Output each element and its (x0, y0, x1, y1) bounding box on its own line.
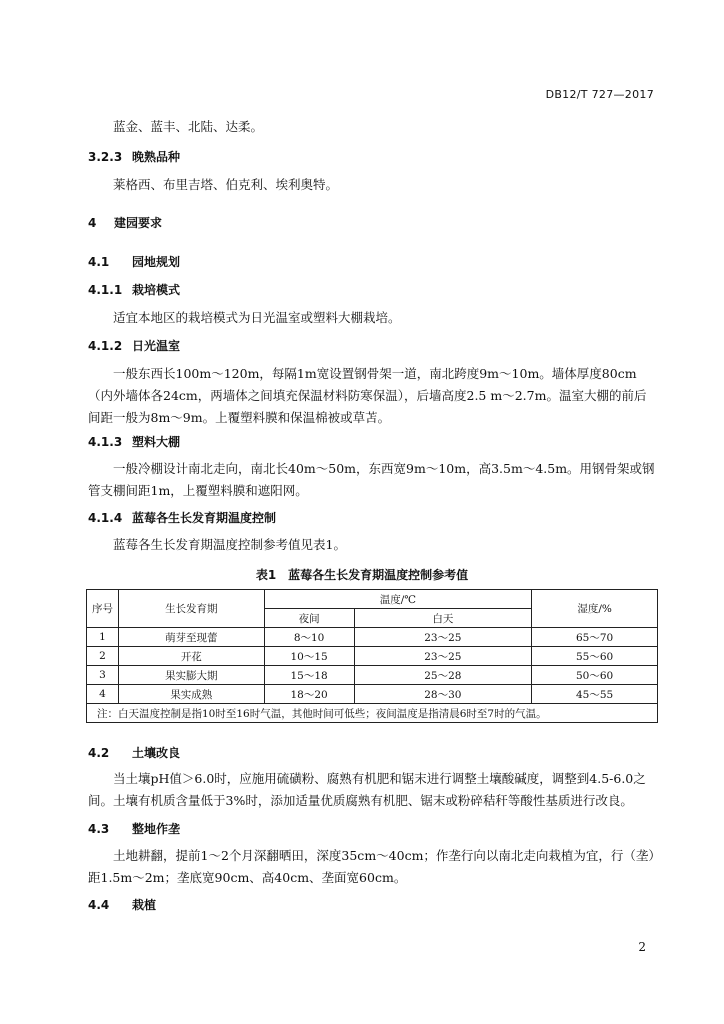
cell-night: 8～10 (264, 628, 354, 647)
cell-day: 28～30 (354, 685, 532, 704)
cell-humidity: 50～60 (532, 666, 658, 685)
temperature-table (86, 589, 658, 723)
heading-4-3: 4.3 整地作垄 (88, 822, 181, 836)
cell-stage: 果实膨大期 (118, 666, 264, 685)
paragraph-early-varieties: 蓝金、蓝丰、北陆、达柔。 (113, 119, 264, 134)
page-number: 2 (638, 940, 646, 954)
table-caption: 表1 蓝莓各生长发育期温度控制参考值 (255, 568, 469, 582)
heading-4-1: 4.1 园地规划 (88, 255, 181, 269)
heading-4-2: 4.2 土壤改良 (88, 746, 181, 760)
header-index: 序号 (87, 590, 119, 628)
cell-stage: 开花 (118, 647, 264, 666)
header-stage: 生长发育期 (118, 590, 264, 628)
cell-index: 1 (87, 628, 119, 647)
heading-4-1-2: 4.1.2 日光温室 (88, 339, 181, 353)
table-header-row (87, 590, 658, 609)
cell-night: 18～20 (264, 685, 354, 704)
paragraph-ridge-making: 土地耕翻，提前1～2个月深翻晒田，深度35cm～40cm；作垄行向以南北走向栽植为宜，行（垄）距1.5m～2m；垄底宽90cm、高40cm、垄面宽60cm。 (88, 848, 655, 885)
heading-3-2-3: 3.2.3 晚熟品种 (88, 150, 181, 164)
cell-index: 2 (87, 647, 119, 666)
header-night: 夜间 (264, 609, 354, 628)
cell-humidity: 55～60 (532, 647, 658, 666)
cell-index: 3 (87, 666, 119, 685)
heading-4-1-3: 4.1.3 塑料大棚 (88, 435, 181, 449)
paragraph-cultivation-mode: 适宜本地区的栽培模式为日光温室或塑料大棚栽培。 (113, 310, 401, 325)
cell-index: 4 (87, 685, 119, 704)
table-note-row (87, 704, 658, 723)
cell-night: 10～15 (264, 647, 354, 666)
table-note: 注：白天温度控制是指10时至16时气温，其他时间可低些；夜间温度是指清晨6时至7时的气温。 (87, 704, 658, 723)
document-code: DB12/T 727—2017 (545, 88, 654, 101)
heading-4-1-1: 4.1.1 栽培模式 (88, 283, 181, 297)
paragraph-sunlight-greenhouse: 一般东西长100m～120m，每隔1m宽设置钢骨架一道，南北跨度9m～10m。墙体厚度80cm（内外墙体各24cm，两墙体之间填充保温材料防寒保温），后墙高度2.5 m～2.7m。温室大棚的前后间距一般为8m～9m。上覆塑料膜和保温棉被或草苫。 (88, 366, 647, 425)
table-row (87, 628, 658, 647)
cell-day: 25～28 (354, 666, 532, 685)
cell-humidity: 65～70 (532, 628, 658, 647)
table-row (87, 647, 658, 666)
cell-day: 23～25 (354, 647, 532, 666)
cell-humidity: 45～55 (532, 685, 658, 704)
cell-night: 15～18 (264, 666, 354, 685)
heading-4-4: 4.4 栽植 (88, 898, 157, 912)
paragraph-late-varieties: 莱格西、布里吉塔、伯克利、埃利奥特。 (113, 177, 339, 192)
cell-stage: 果实成熟 (118, 685, 264, 704)
paragraph-temperature-control: 蓝莓各生长发育期温度控制参考值见表1。 (113, 537, 346, 552)
paragraph-plastic-tunnel: 一般冷棚设计南北走向，南北长40m～50m，东西宽9m～10m，高3.5m～4.5m。用钢骨架或钢管支棚间距1m，上覆塑料膜和遮阳网。 (88, 461, 655, 498)
table-row (87, 666, 658, 685)
cell-day: 23～25 (354, 628, 532, 647)
header-humidity: 湿度/% (532, 590, 658, 628)
header-temperature: 温度/℃ (264, 590, 532, 609)
heading-4-1-4: 4.1.4 蓝莓各生长发育期温度控制 (88, 511, 277, 525)
header-day: 白天 (354, 609, 532, 628)
cell-stage: 萌芽至现蕾 (118, 628, 264, 647)
table-row (87, 685, 658, 704)
paragraph-soil-improvement: 当土壤pH值＞6.0时，应施用硫磺粉、腐熟有机肥和锯末进行调整土壤酸碱度，调整到4.5-6.0之间。土壤有机质含量低于3%时，添加适量优质腐熟有机肥、锯末或粉碎秸秆等酸性基质进行改良。 (88, 771, 646, 808)
heading-4: 4 建园要求 (88, 216, 163, 230)
